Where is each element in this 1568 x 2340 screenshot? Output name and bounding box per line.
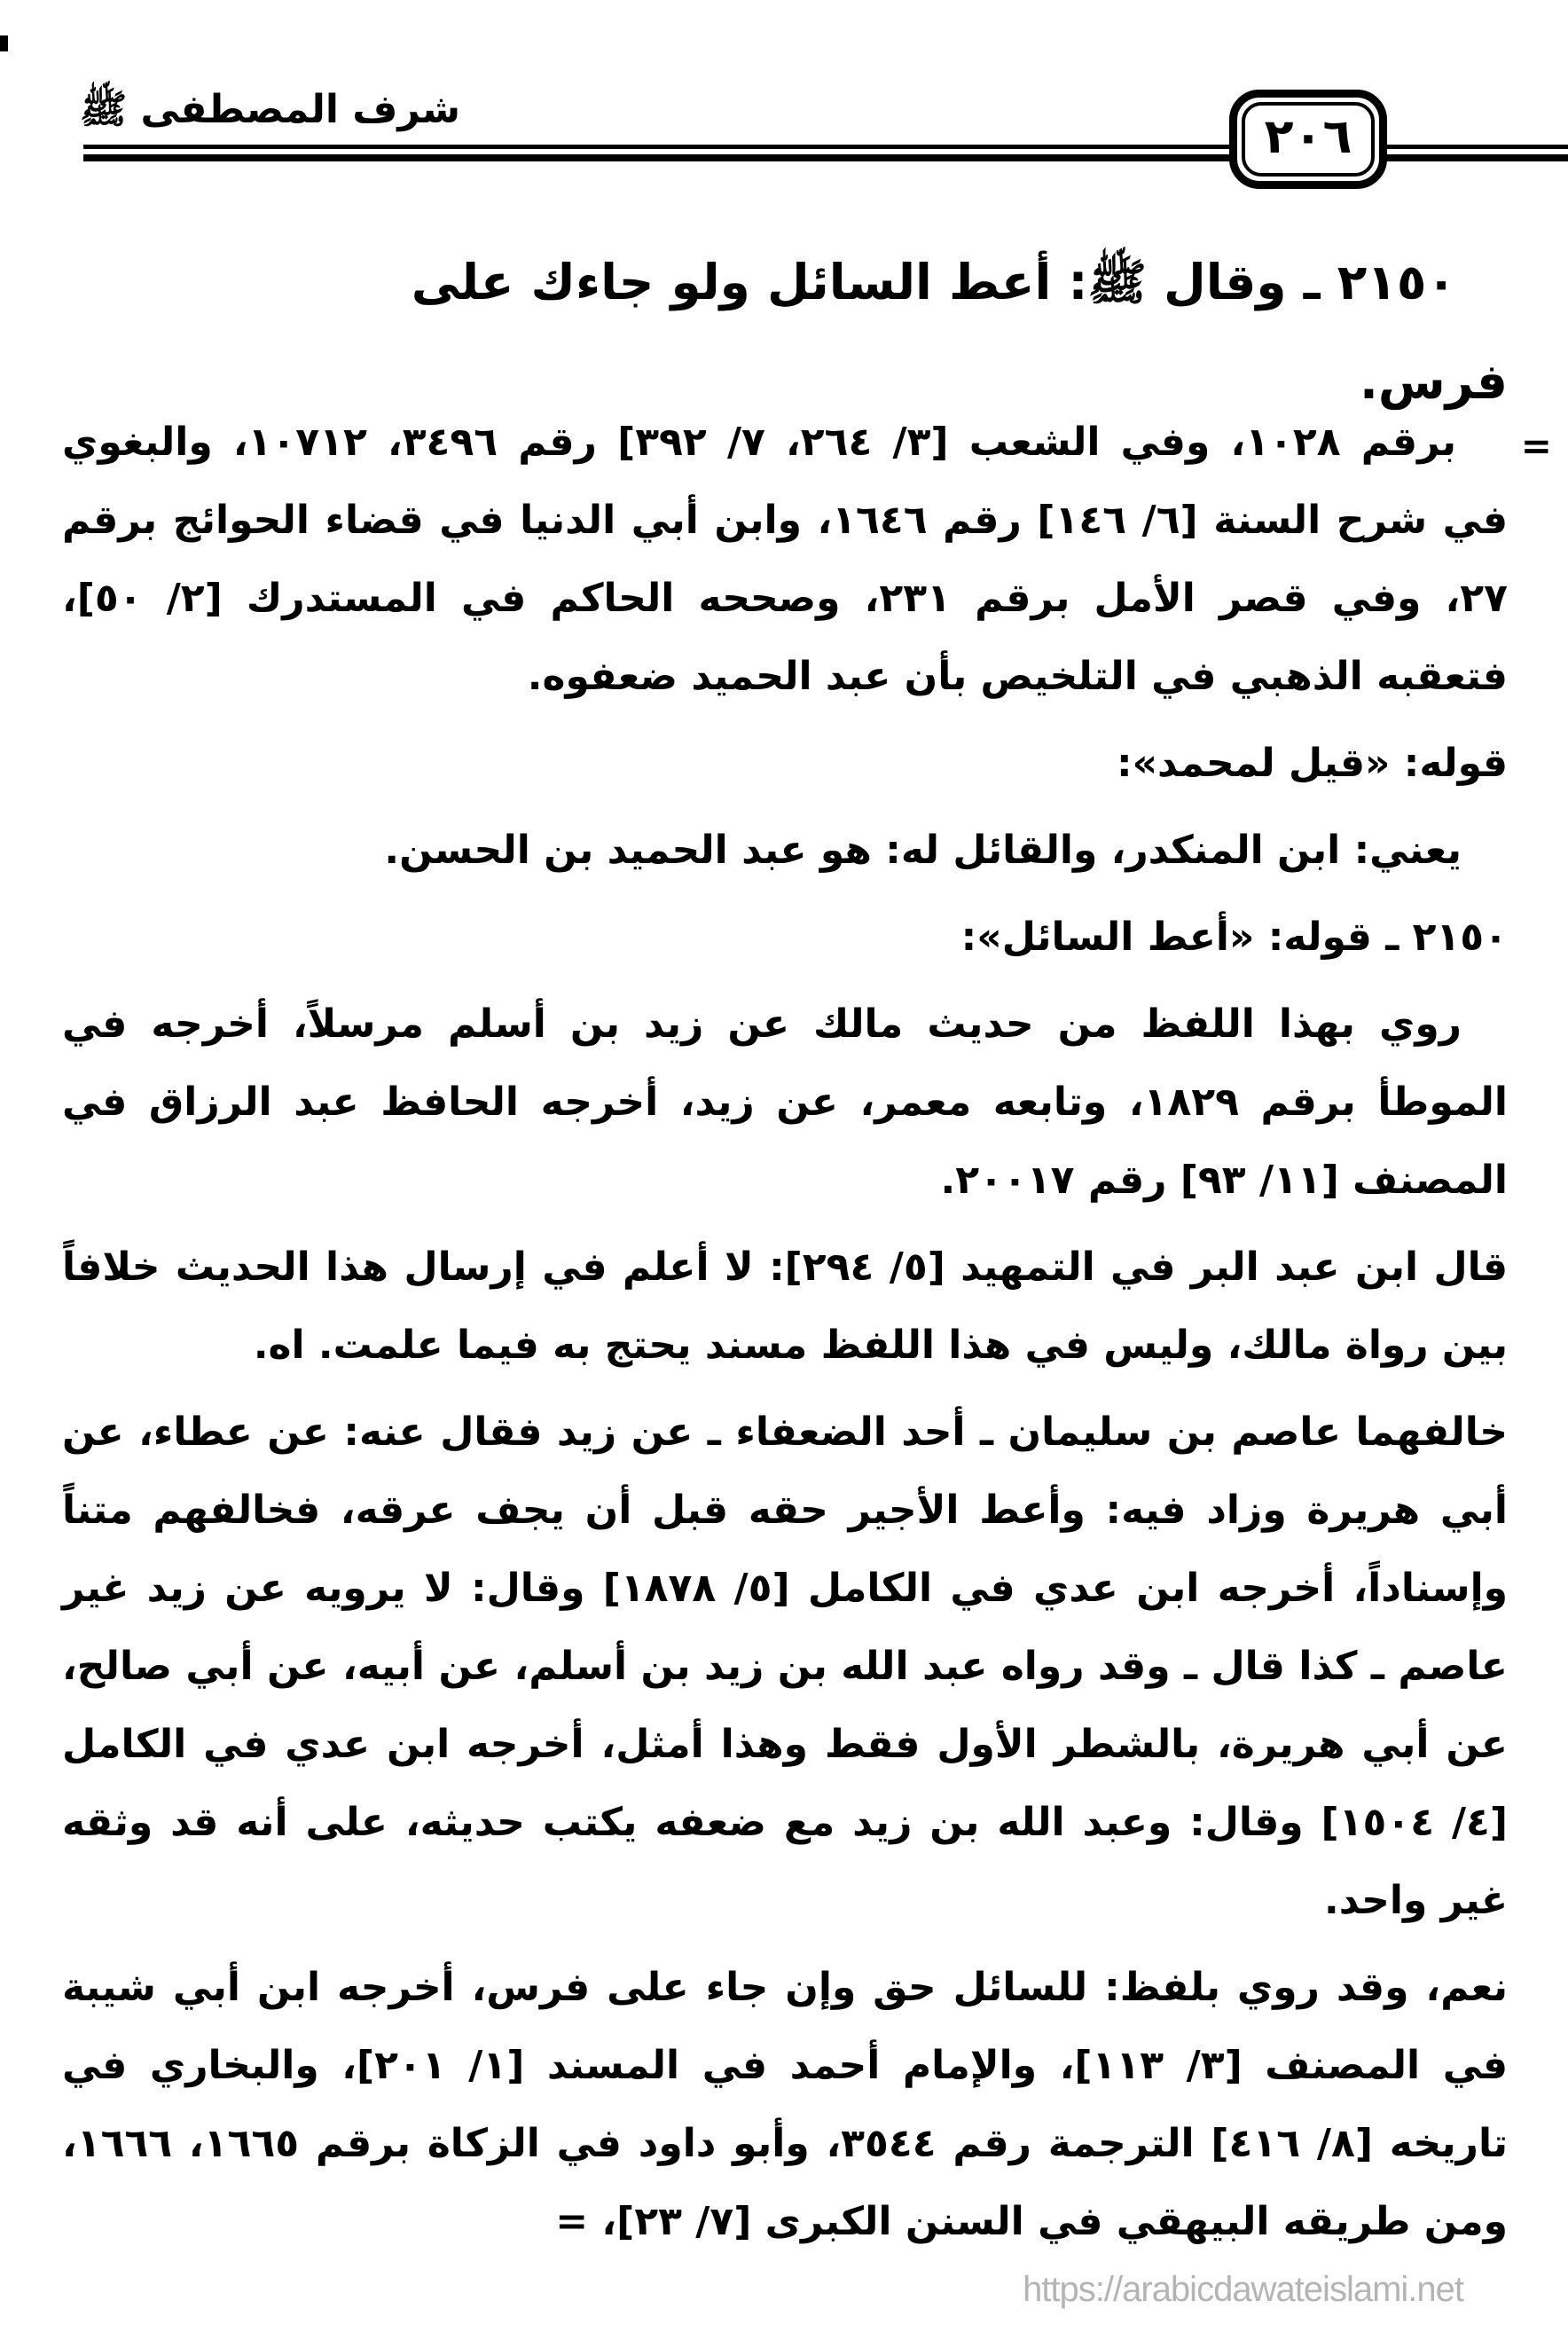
footnote-heading-ati-alsail: ٢١٥٠ ـ قوله: «أعط السائل»:: [960, 915, 1508, 960]
footnote-continuation-mark: =: [1520, 424, 1552, 467]
book-title: شرف المصطفى ﷺ: [80, 87, 461, 132]
watermark-url: https://arabicdawateislami.net: [1023, 2270, 1463, 2309]
scan-artifact: [0, 35, 8, 51]
page-number-badge: [1229, 90, 1387, 189]
footnote-paragraph-yani: يعني: ابن المنكدر، والقائل له: هو عبد الحميد بن الحسن.: [384, 828, 1462, 873]
page-number-frame: [1242, 102, 1375, 177]
hadith-matn-text: ٢١٥٠ ـ وقال ﷺ: أعط السائل ولو جاءك على فرس.: [411, 254, 1508, 410]
footnote-paragraph-khalafahuma: خالفهما عاصم بن سليمان ـ أحد الضعفاء ـ عن زيد فقال عنه: عن عطاء، عن أبي هريرة وزاد فيه: وأعط الأجير حقه قبل أن يجف عرقه، فخالفهم متناً وإسناداً، أخرجه ابن عدي في الكامل [٥/ ١٨٧٨] وقال: لا يرويه عن زيد غير عاصم ـ كذا قال ـ وقد رواه عبد الله بن زيد بن أسلم، عن أبيه، عن أبي صالح، عن أبي هريرة، بالشطر الأول فقط وهذا أمثل، أخرجه ابن عدي في الكامل [٤/ ١٥٠٤] وقال: وعبد الله بن زيد مع ضعفه يكتب حديثه، على أنه قد وثقه غير واحد.: [62, 1409, 1509, 1923]
footnote-paragraph-continuation: برقم ١٠٢٨، وفي الشعب [٣/ ٢٦٤، ٧/ ٣٩٢] رقم ٣٤٩٦، ١٠٧١٢، والبغوي في شرح السنة [٦/ ١٤٦] رقم ١٦٤٦، وابن أبي الدنيا في قضاء الحوائج برقم ٢٧، وفي قصر الأمل برقم ٢٣١، وصححه الحاكم في المستدرك [٢/ ٥٠]، فتعقبه الذهبي في التلخيص بأن عبد الحميد ضعفوه.: [62, 420, 1509, 699]
footnote-heading-qeel-limuhammad: قوله: «قيل لمحمد»:: [1117, 741, 1508, 786]
footnote-paragraph-naam: نعم، وقد روي بلفظ: للسائل حق وإن جاء على فرس، أخرجه ابن أبي شيبة في المصنف [٣/ ١١٣]، والإمام أحمد في المسند [١/ ٢٠١]، والبخاري في تاريخه [٨/ ٤١٦] الترجمة رقم ٣٥٤٤، وأبو داود في الزكاة برقم ١٦٦٥، ١٦٦٦، ومن طريقه البيهقي في السنن الكبرى [٧/ ٢٣]، =: [62, 1965, 1509, 2244]
footnote-paragraph-ruwiya: روي بهذا اللفظ من حديث مالك عن زيد بن أسلم مرسلاً، أخرجه في الموطأ برقم ١٨٢٩، وتابعه معمر، عن زيد، أخرجه الحافظ عبد الرزاق في المصنف [١١/ ٩٣] رقم ٢٠٠١٧.: [62, 1001, 1509, 1203]
footnote-section: [62, 404, 1552, 2270]
page-number: ٢٠٦: [1264, 108, 1352, 164]
footnote-paragraph-qala-ibn-abd-albarr: قال ابن عبد البر في التمهيد [٥/ ٢٩٤]: لا أعلم في إرسال هذا الحديث خلافاً بين رواة مالك، وليس في هذا اللفظ مسند يحتج به فيما علمت. اه.: [62, 1245, 1509, 1368]
